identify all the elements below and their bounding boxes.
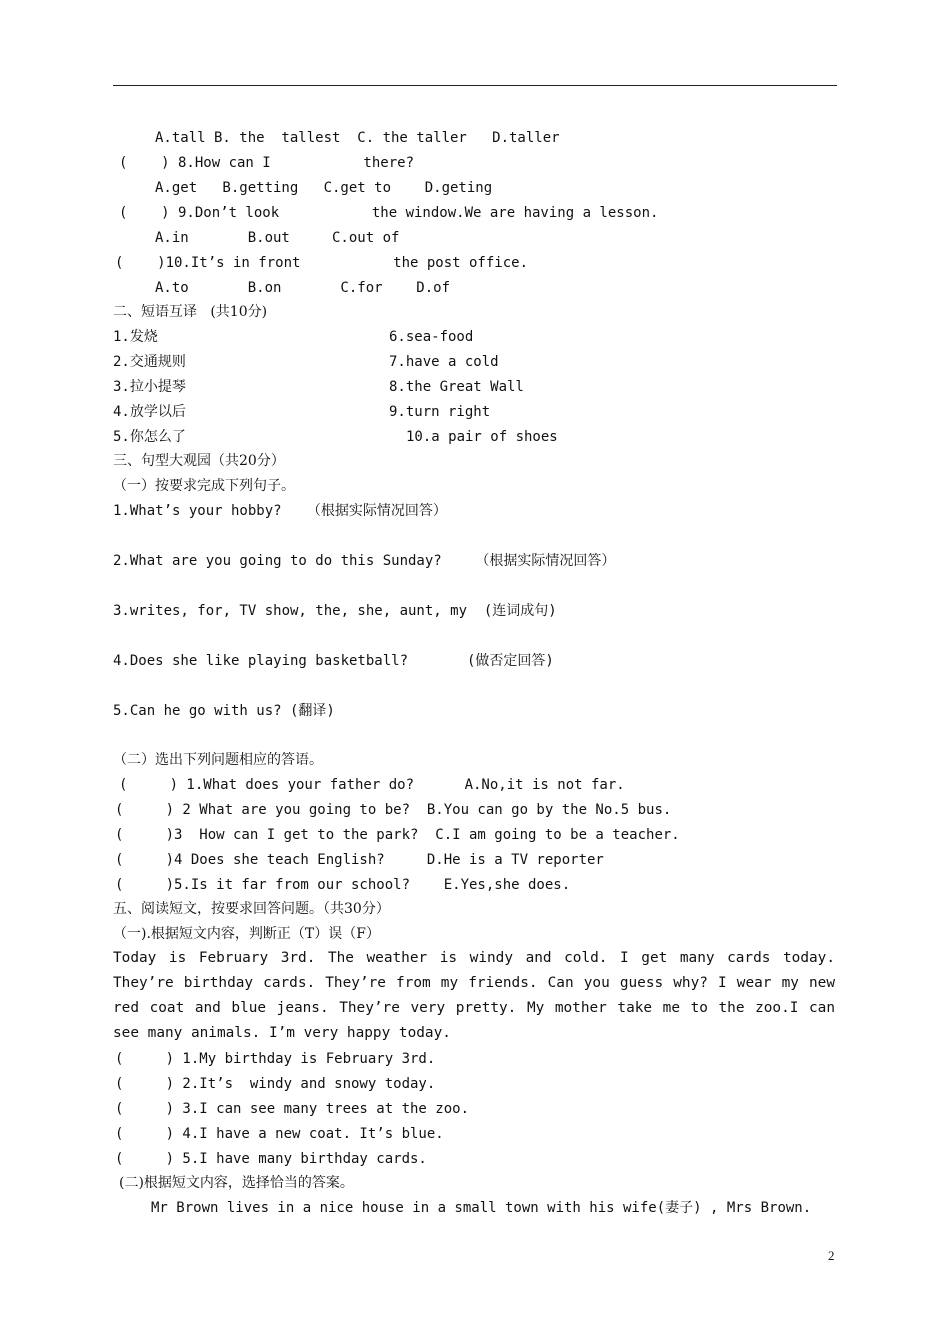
section5-part1-title: （一).根据短文内容，判断正（T）误（F） (113, 926, 380, 942)
q9-options: A.in B.out C.out of (155, 230, 400, 246)
match-item: ( )3 How can I get to the park? C.I am going to be a teacher. (115, 827, 680, 843)
q8-options: A.get B.getting C.get to D.geting (155, 180, 493, 196)
section3-part2-title: （二）选出下列问题相应的答语。 (113, 752, 323, 768)
page-number: 2 (828, 1248, 835, 1263)
section5-part2-title: (二)根据短文内容，选择恰当的答案。 (119, 1175, 354, 1191)
sentence-item: 4.Does she like playing basketball? (做否定回答) (113, 653, 554, 669)
section2-title: 二、短语互译 (共10分) (113, 304, 268, 320)
phrase-item: 9.turn right (389, 404, 491, 420)
tf-item: ( ) 5.I have many birthday cards. (115, 1151, 427, 1167)
q7-options: A.tall B. the tallest C. the taller D.taller (155, 130, 560, 146)
match-item: ( ) 1.What does your father do? A.No,it is not far. (119, 777, 625, 793)
q10-question: ( )10.It’s in front the post office. (115, 255, 529, 271)
sentence-item: 5.Can he go with us? (翻译) (113, 703, 335, 719)
phrase-item: 10.a pair of shoes (406, 429, 558, 445)
sentence-item: 3.writes, for, TV show, the, she, aunt, my (连词成句) (113, 603, 557, 619)
q9-question: ( ) 9.Don’t look the window.We are having a lesson. (119, 205, 659, 221)
phrase-item: 8.the Great Wall (389, 379, 524, 395)
match-item: ( ) 2 What are you going to be? B.You can go by the No.5 bus. (115, 802, 672, 818)
sentence-item: 1.What’s your hobby? （根据实际情况回答） (113, 503, 447, 519)
reading-passage: Today is February 3rd. The weather is windy and cold. I get many cards today. They’re birthday cards. They’re from my friends. Can you guess why? I wear my new red coat and blue jeans. They’re very pretty. My mother take me to the zoo.I can see many animals. I’m very happy today. (113, 950, 835, 1041)
phrase-item: 4.放学以后 (113, 404, 186, 420)
tf-item: ( ) 4.I have a new coat. It’s blue. (115, 1126, 444, 1142)
tf-item: ( ) 3.I can see many trees at the zoo. (115, 1101, 470, 1117)
tf-item: ( ) 1.My birthday is February 3rd. (115, 1051, 436, 1067)
q8-question: ( ) 8.How can I there? (119, 155, 415, 171)
phrase-item: 3.拉小提琴 (113, 379, 186, 395)
section3-part1-title: （一）按要求完成下列句子。 (113, 478, 295, 494)
section3-title: 三、句型大观园（共20分） (113, 453, 285, 469)
match-item: ( )4 Does she teach English? D.He is a TV reporter (115, 852, 604, 868)
phrase-item: 5.你怎么了 (113, 429, 186, 445)
phrase-item: 6.sea-food (389, 329, 474, 345)
tf-item: ( ) 2.It’s windy and snowy today. (115, 1076, 436, 1092)
phrase-item: 1.发烧 (113, 329, 158, 345)
section5-title: 五、阅读短文，按要求回答问题。（共30分） (113, 901, 390, 917)
match-item: ( )5.Is it far from our school? E.Yes,she does. (115, 877, 571, 893)
header-rule (113, 85, 837, 86)
passage2-first-line: Mr Brown lives in a nice house in a small town with his wife(妻子) , Mrs Brown. (151, 1200, 812, 1216)
sentence-item: 2.What are you going to do this Sunday? （根据实际情况回答） (113, 553, 616, 569)
q10-options: A.to B.on C.for D.of (155, 280, 451, 296)
phrase-item: 2.交通规则 (113, 354, 186, 370)
phrase-item: 7.have a cold (389, 354, 499, 370)
